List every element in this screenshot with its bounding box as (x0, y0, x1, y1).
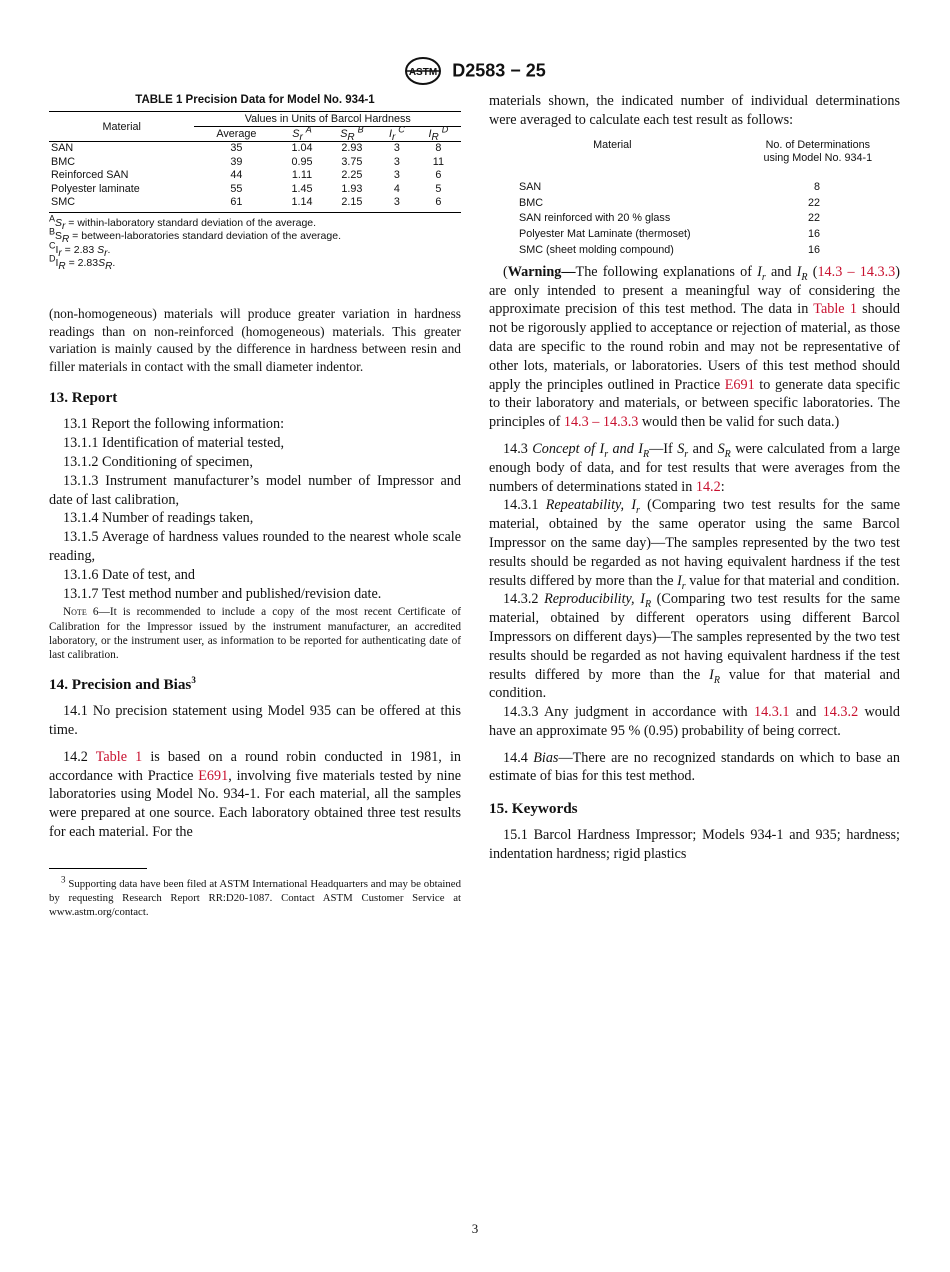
item-13-1-4: 13.1.4 Number of readings taken, (63, 510, 254, 527)
warning-paragraph: (Warning—The following explanations of $I_r$ and $I_R$ (14.3 – 14.3.3) are only intended to present a meaningful way of considering the approximate precision of this test method. The data in Table 1 should not be rigorously applied to acceptance or rejection of material, as those data are specific to the round robin and may not be representative of other lots, materials, or laboratories. Users of this test method should apply the principles outlined in Practice E691 to generate data specific to their laboratory and materials, or between specific laboratories. The principles of 14.3 – 14.3.3 would then be valid for such data.) (489, 263, 901, 431)
page-number: 3 (471, 1221, 479, 1236)
item-13-1-3: 13.1.3 Instrument manufacturer’s model number of Impressor and date of last calibration, (49, 472, 461, 508)
table-row: SAN 8 (519, 180, 820, 193)
col-material: Material (49, 112, 194, 142)
table-row: BMC 39 0.95 3.75 3 11 (51, 155, 444, 168)
table1-link[interactable]: Table 1 (95, 748, 143, 765)
precision-table (49, 111, 461, 213)
det-col-material: Material (593, 138, 632, 151)
para-15-1: 15.1 Barcol Hardness Impressor; Models 934-1 and 935; hardness; indentation hardness; rigid plastics (489, 827, 900, 863)
table-row: BMC 22 (519, 196, 820, 209)
section-link[interactable]: 14.3 – 14.3.3 (563, 414, 639, 431)
col-ir: $I_r$ $^C$ (378, 127, 416, 142)
item-13-1: 13.1 Report the following information: (63, 416, 285, 433)
determinations-table (489, 138, 900, 259)
item-13-1-2: 13.1.2 Conditioning of specimen, (63, 453, 253, 470)
para-14-3-2: 14.3.2 Reproducibility, $I_R$ (Comparing two test results for the same material, obtained by different operators using different Barcol Impressors on different days)—The samples represented by the two test results should be regarded as not having equivalent hardness if the test results differed by more than the $I_R$ value for that material and condition. (489, 591, 901, 702)
continued-paragraph: (non-homogeneous) materials will produce greater variation in hardness readings than on non-reinforced (homogeneous) materials. This greater variation is mainly caused by the difference in hardness between resin and filler materials in contact with the small diameter indentor. (49, 305, 461, 374)
footnote-c: $^CI_r = 2.83$ $S_r$. (49, 240, 111, 260)
section-13-title: 13. Report (49, 389, 118, 407)
det-col-count: No. of Determinations using Model No. 934-1 (763, 138, 873, 165)
table-row: Polyester laminate 55 1.45 1.93 4 5 (51, 182, 442, 195)
section-14-title: 14. Precision and Bias$^3$ (49, 675, 196, 694)
page-header (0, 56, 950, 86)
group-header: Values in Units of Barcol Hardness (194, 112, 461, 127)
section-link[interactable]: 14.3.2 (822, 704, 859, 721)
section-link[interactable]: 14.3.1 (753, 704, 790, 721)
left-column (49, 92, 461, 919)
table-footnotes (49, 213, 461, 273)
col-IR: $I_R$ $^D$ (416, 127, 461, 142)
document-id: D2583 − 25 (452, 60, 546, 81)
item-13-1-7: 13.1.7 Test method number and published/revision date. (63, 585, 382, 602)
right-column (489, 92, 900, 864)
table-row: SAN reinforced with 20 % glass 22 (519, 212, 820, 225)
footnote-b: $^BS_R$ = between-laboratories standard deviation of the average. (49, 226, 341, 246)
note-6: Note 6—It is recommended to include a copy of the most recent Certificate of Calibration for the Impressor issued by the instrument manufacturer, an accredited laboratory, or the instrument user, as information to be reported for authenticating date of last calibration. (49, 606, 461, 661)
section-link[interactable]: 14.2 (695, 478, 721, 495)
table1-link[interactable]: Table 1 (813, 301, 857, 318)
table1-title: TABLE 1 Precision Data for Model No. 934-1 (135, 94, 375, 106)
col-sr: $S_r$ $^A$ (278, 127, 326, 142)
svg-text:ASTM: ASTM (409, 67, 438, 78)
table-row: Reinforced SAN 44 1.11 2.25 3 6 (51, 169, 442, 182)
section-link[interactable]: 14.3 – 14.3.3 (817, 263, 896, 280)
table-row: SMC (sheet molding compound) 16 (519, 243, 820, 256)
footnote-divider (49, 868, 147, 869)
para-14-3-1: 14.3.1 Repeatability, $I_r$ (Comparing two test results for the same material, obtained by the same operator using the same Barcol Impressor on the same day)—The samples represented by the two test results should be regarded as not having equivalent hardness if the test results differed by more than the $I_r$ value for that material and condition. (489, 497, 901, 592)
para-14-3: 14.3 Concept of $I_r$ and $I_R—If$ $S_r$ and $S_R$ were calculated from a large enough body of data, and for test results that were averages from the numbers of determinations stated in 14.2: (489, 440, 900, 495)
table-row: Polyester Mat Laminate (thermoset) 16 (519, 228, 820, 241)
col-average: Average (194, 127, 278, 142)
footnote-a: $^AS_r$ = within-laboratory standard deviation of the average. (49, 213, 317, 233)
para-14-3-3: 14.3.3 Any judgment in accordance with 14.3.1 and 14.3.2 would have an approximate 95 % (0.95) probability of being correct. (489, 704, 900, 739)
para-14-4: 14.4 Bias—There are no recognized standards on which to base an estimate of bias for this test method. (489, 749, 900, 785)
col-SR: $S_R$ $^B$ (326, 127, 378, 142)
astm-logo-icon (404, 56, 442, 86)
continued-paragraph-right: materials shown, the indicated number of individual determinations were averaged to calculate each test result as follows: (489, 93, 900, 128)
e691-link[interactable]: E691 (724, 376, 755, 393)
page-footnote: $^3$ Supporting data have been filed at ASTM International Headquarters and may be obtained by requesting Research Report RR:D20-1087. Contact ASTM Customer Service at www.astm.org/contact. (49, 874, 461, 918)
item-13-1-6: 13.1.6 Date of test, and (63, 566, 195, 583)
table-row: SAN 35 1.04 2.93 3 8 (51, 142, 442, 154)
footnote-d: $^DI_R = 2.83S_R$. (49, 253, 116, 273)
para-14-2: 14.2 Table 1 is based on a round robin conducted in 1981, in accordance with Practice E691, involving five materials tested by nine laboratories using Model No. 934-1. For each material, all the samples were prepared at one source. Each laboratory obtained three test results for each material. For the (49, 748, 462, 840)
item-13-1-5: 13.1.5 Average of hardness values rounded to the nearest whole scale reading, (49, 529, 461, 564)
para-14-1: 14.1 No precision statement using Model 935 can be offered at this time. (49, 703, 461, 738)
section-15-title: 15. Keywords (489, 800, 578, 818)
e691-link[interactable]: E691 (198, 767, 229, 784)
table-row: SMC 61 1.14 2.15 3 6 (49, 196, 461, 212)
item-13-1-1: 13.1.1 Identification of material tested, (63, 435, 285, 452)
